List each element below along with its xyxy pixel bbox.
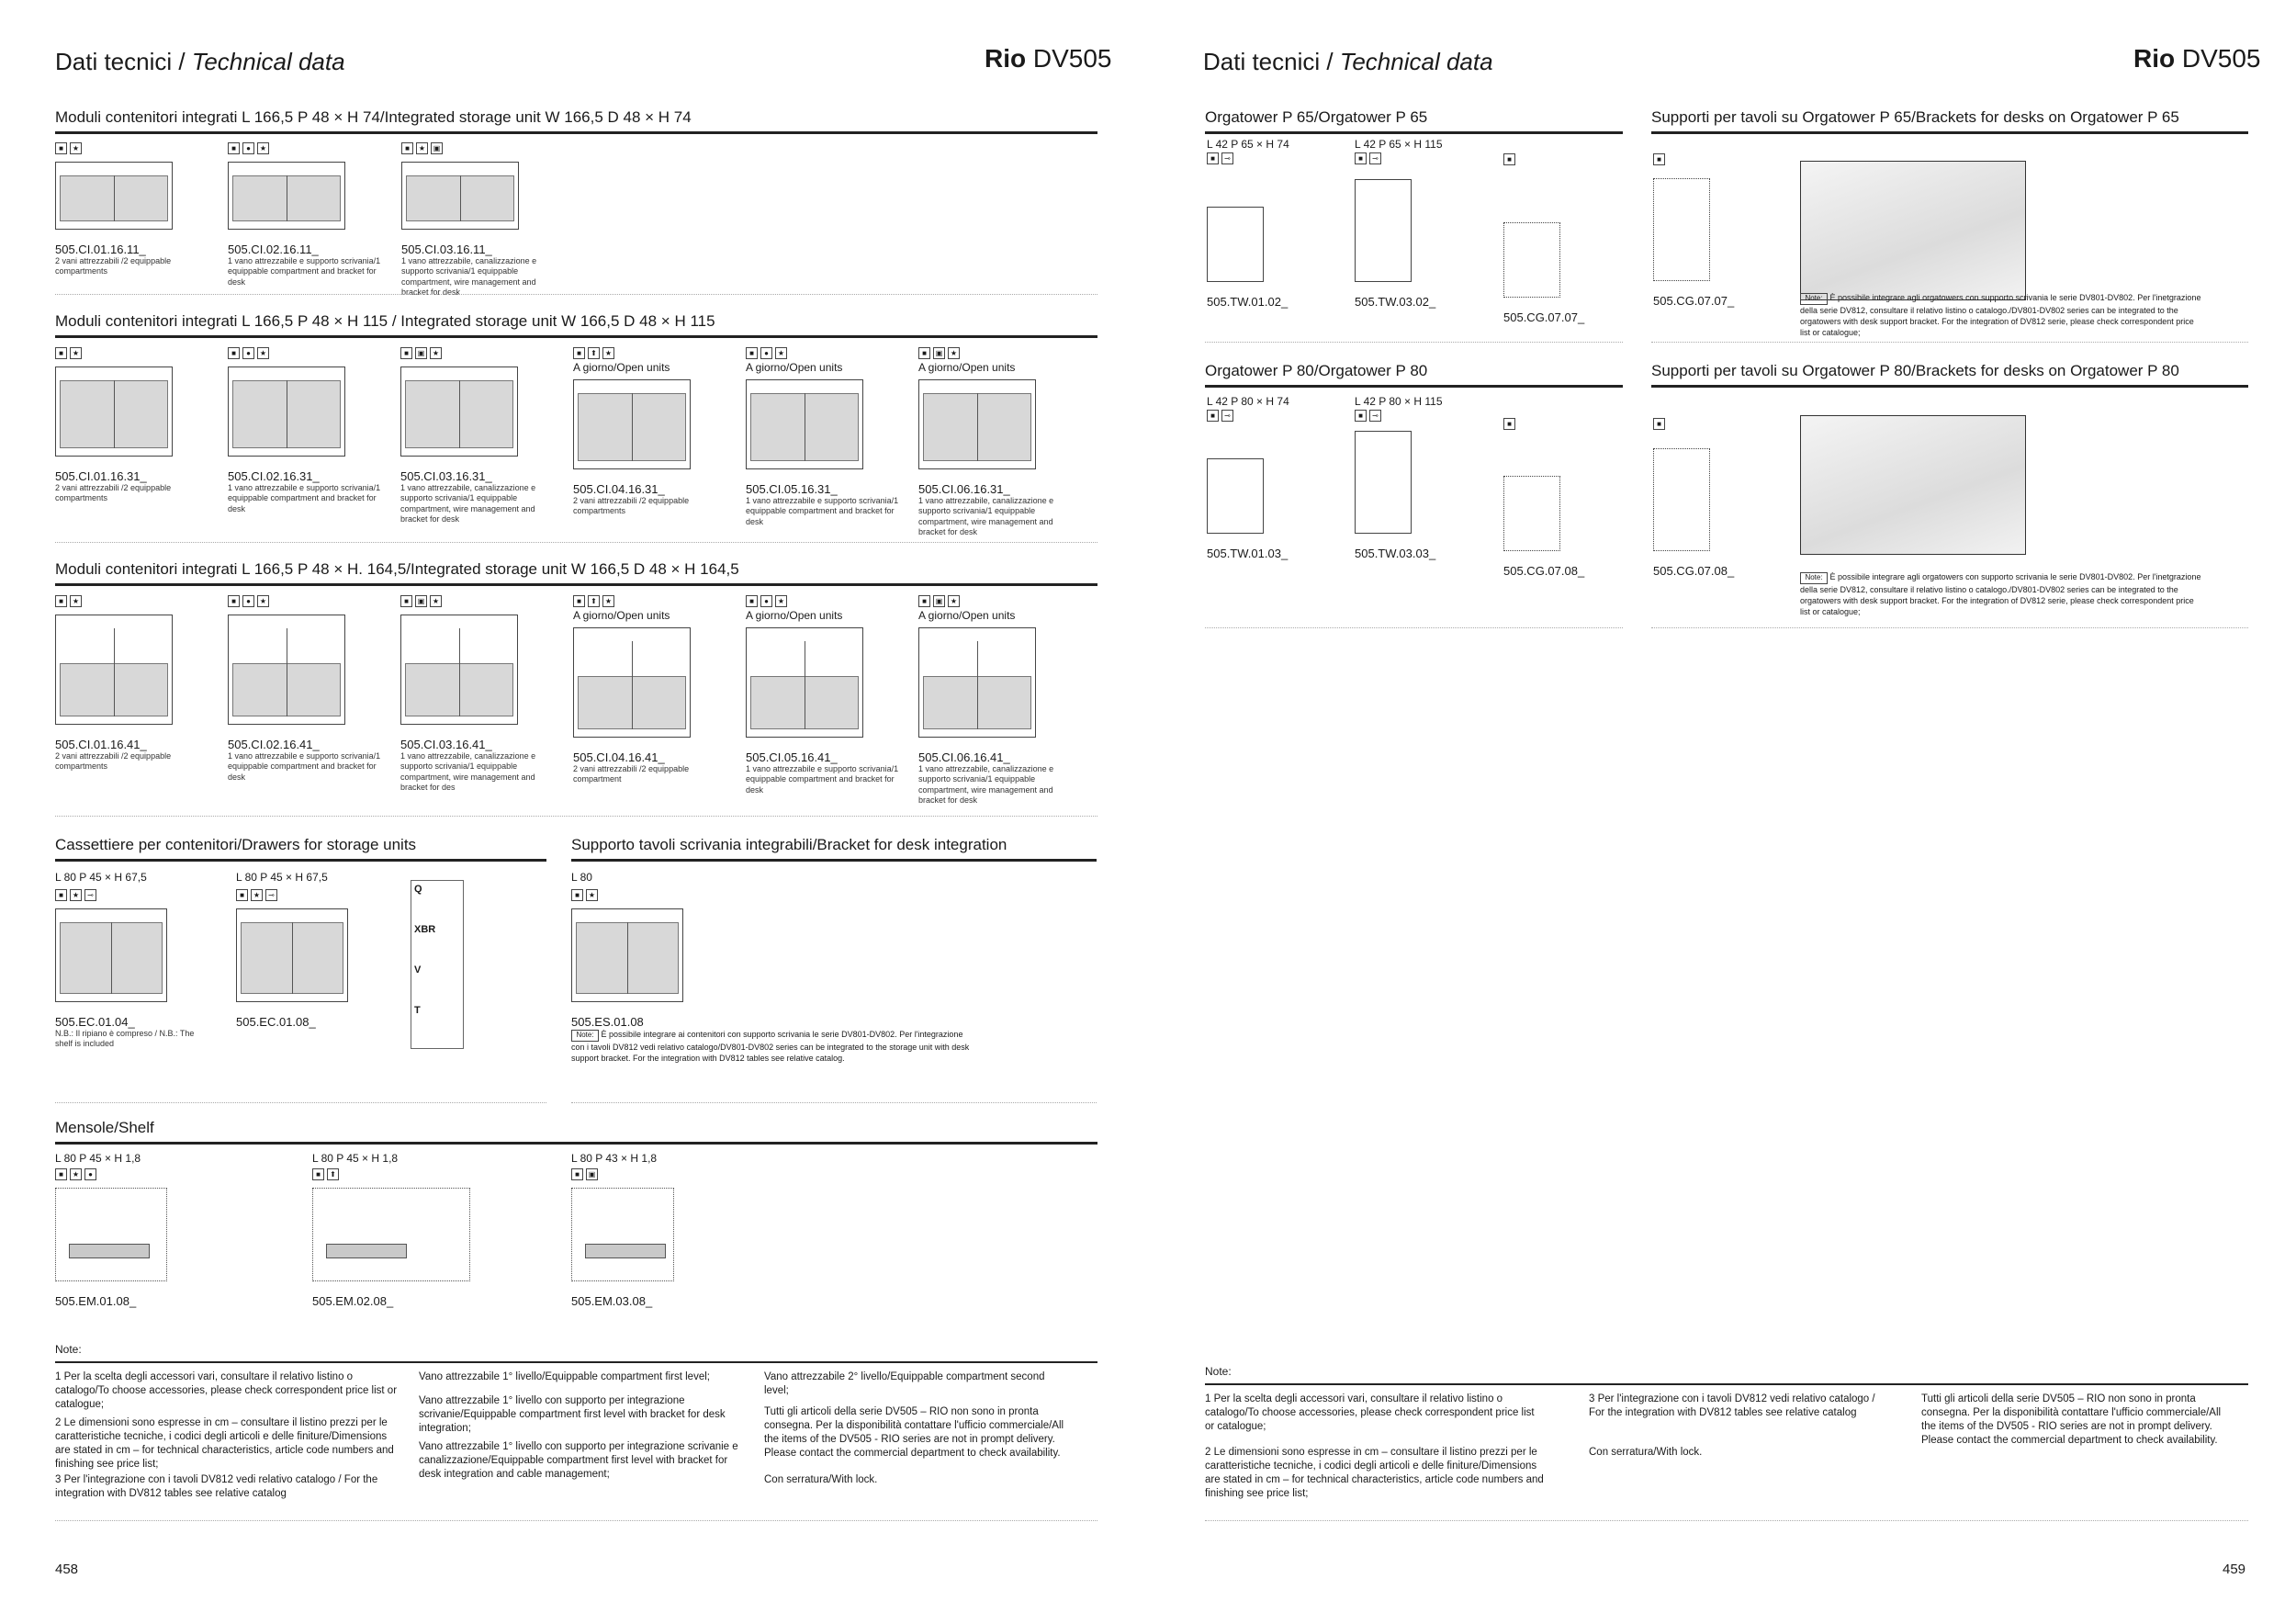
bracket-note-80	[1800, 571, 2204, 617]
feature-icon: ★	[70, 595, 82, 607]
legend-availability: Tutti gli articoli della serie DV505 – RIO non sono in pronta consegna. Per la disponibilità contattare l'ufficio commerciale/All the items of the DV505 - RIO series are not in prompt delivery. Please contact the commercial department to check availability.	[764, 1406, 1064, 1459]
product-item	[228, 142, 384, 288]
product-code: 505.CI.02.16.31_	[228, 469, 320, 483]
note-text: È possibile integrare agli orgatowers con supporto scrivania le serie DV801-DV802. Per l'inetgrazione della serie DV812, consultare il relativo listino o catalogo./DV801-DV802 series can be integrated to the orgatowers with desk support bracket. For the integration of DV812 serie, please check correspondent price list or catalogue;	[1800, 293, 2201, 337]
feature-icons	[55, 595, 211, 607]
dimension-label: L 42 P 80 × H 74	[1207, 395, 1289, 408]
feature-icon: ■	[228, 595, 240, 607]
product-item	[746, 595, 902, 795]
feature-icons	[573, 595, 729, 607]
cabinet-drawing	[573, 627, 691, 738]
legend-lock: Con serratura/With lock.	[764, 1474, 878, 1485]
legend-availability: Tutti gli articoli della serie DV505 – RIO non sono in pronta consegna. Per la disponibilità contattare l'ufficio commerciale/All the items of the DV505 - RIO series are not in prompt delivery. Please contact the commercial department to check availability.	[1921, 1393, 2222, 1446]
product-code: 505.CG.07.08_	[1503, 564, 1585, 578]
notes-rule	[55, 1361, 1097, 1363]
star-icon: ★	[70, 889, 82, 901]
divider	[1205, 627, 1623, 628]
compartment-icon: ■	[1653, 418, 1665, 430]
product-desc: 1 vano attrezzabile e supporto scrivania/1 equippable compartment and bracket for desk	[228, 751, 381, 782]
product-item	[55, 347, 211, 504]
tower-item	[1207, 138, 1289, 309]
notes-label: Note:	[55, 1343, 82, 1356]
feature-icons	[1355, 152, 1443, 164]
product-item	[918, 595, 1075, 806]
section-title-shelf: Mensole/Shelf	[55, 1119, 1097, 1145]
feature-icons	[1653, 153, 1734, 165]
product-code: 505.TW.01.02_	[1207, 295, 1289, 309]
dimension-label: L 42 P 65 × H 74	[1207, 138, 1289, 151]
cabinet-drawing	[573, 379, 691, 469]
cabinet-drawing	[746, 379, 863, 469]
product-code: 505.CI.05.16.31_	[746, 482, 838, 496]
feature-icons	[1207, 152, 1289, 164]
feature-icon: ★	[775, 595, 787, 607]
compartment-icon: ■	[236, 889, 248, 901]
note-2: 2 Le dimensioni sono espresse in cm – consultare il listino prezzi per le caratteristiche tecniche, i codici degli articoli e delle finiture/Dimensions are stated in cm – for technical characteristics, article code numbers and finishing see price list;	[1205, 1447, 1544, 1499]
feature-icons	[55, 142, 211, 154]
feature-icons	[55, 347, 211, 359]
tower-item	[1355, 395, 1443, 560]
feature-icons	[1207, 410, 1289, 422]
compartment-icon: ■	[1503, 418, 1515, 430]
feature-icon: ■	[918, 595, 930, 607]
divider	[1205, 342, 1623, 343]
feature-icon: ★	[775, 347, 787, 359]
divider	[55, 816, 1097, 817]
notes-label: Note:	[1205, 1365, 1232, 1378]
tower-drawing	[1355, 431, 1412, 534]
tower-drawing	[1355, 179, 1412, 282]
feature-icons	[400, 347, 557, 359]
product-item	[228, 347, 384, 514]
open-units-label: A giorno/Open units	[573, 609, 670, 622]
feature-icons	[1503, 153, 1584, 165]
product-desc: 2 vani attrezzabili /2 equippable compartment	[573, 764, 690, 784]
cabinet-drawing	[746, 627, 863, 738]
product-code: 505.EM.01.08_	[55, 1294, 137, 1308]
compartment-icon: ■	[55, 142, 67, 154]
compartment-icon: ■	[571, 1168, 583, 1180]
feature-icons	[571, 889, 975, 901]
feature-icon: ■	[746, 595, 758, 607]
page-number-right: 459	[2223, 1562, 2246, 1577]
brand-model: DV505	[2175, 44, 2261, 73]
bracket-drawing	[1503, 476, 1560, 551]
shelf-item	[55, 1152, 211, 1308]
compartment-icon: ■	[401, 142, 413, 154]
feature-icon: ■	[55, 595, 67, 607]
brand-model: DV505	[1026, 44, 1112, 73]
product-code: 505.EM.02.08_	[312, 1294, 394, 1308]
feature-icons	[1355, 410, 1443, 422]
handle-legend	[411, 880, 464, 1049]
wire-icon: ▣	[431, 142, 443, 154]
drawer-item	[55, 871, 211, 1050]
section-title-h115: Moduli contenitori integrati L 166,5 P 48 × H 115 / Integrated storage unit W 166,5 D 48 × H 115	[55, 312, 1097, 338]
product-code: 505.CI.06.16.31_	[918, 482, 1010, 496]
compartment-icon: ■	[55, 1168, 67, 1180]
dimension-label: L 42 P 80 × H 115	[1355, 395, 1443, 408]
star-icon: ★	[70, 1168, 82, 1180]
bracket-drawing	[1503, 222, 1560, 298]
level-two-icon: ⬆	[327, 1168, 339, 1180]
cabinet-drawing	[918, 379, 1036, 469]
cabinet-drawing	[228, 367, 345, 457]
feature-icons	[746, 595, 902, 607]
section-title-bracket: Supporto tavoli scrivania integrabili/Bracket for desk integration	[571, 836, 1097, 862]
compartment-icon: ■	[228, 142, 240, 154]
product-code: 505.CI.01.16.31_	[55, 469, 147, 483]
note-label: Note:	[571, 1030, 599, 1042]
header-it: Dati tecnici /	[55, 48, 192, 75]
feature-icons	[228, 347, 384, 359]
note-text: È possibile integrare ai contenitori con supporto scrivania le serie DV801-DV802. Per l'integrazione con i tavoli DV812 vedi relativo catalogo/DV801-DV802 series can be integrated to the storage unit with desk support bracket. For the integration with DV812 tables see relative catalog.	[571, 1030, 970, 1063]
feature-icons	[400, 595, 557, 607]
note-label: Note:	[1800, 293, 1828, 305]
handle-xbr: XBR	[414, 924, 436, 935]
lock-icon: ⊸	[84, 889, 96, 901]
cabinet-drawing	[55, 615, 173, 725]
product-code: 505.CG.07.08_	[1653, 564, 1735, 578]
feature-icons	[918, 595, 1075, 607]
product-code: 505.TW.03.03_	[1355, 547, 1436, 560]
feature-icon: ■	[918, 347, 930, 359]
product-code: 505.EC.01.04_	[55, 1015, 135, 1029]
compartment-icon: ■	[1207, 152, 1219, 164]
header-en: Technical data	[191, 48, 345, 75]
shelf-drawing	[312, 1188, 470, 1281]
feature-icon: ★	[257, 347, 269, 359]
divider	[55, 1520, 1097, 1521]
section-title-drawers: Cassettiere per contenitori/Drawers for storage units	[55, 836, 546, 862]
star-icon: ★	[586, 889, 598, 901]
product-code: 505.CG.07.07_	[1653, 294, 1735, 308]
product-code: 505.CI.01.16.11_	[55, 242, 146, 256]
feature-icons	[918, 347, 1075, 359]
open-units-label: A giorno/Open units	[918, 361, 1016, 374]
product-desc: 1 vano attrezzabile e supporto scrivania/1 equippable compartment and bracket for desk	[228, 483, 381, 513]
drawer-item	[236, 871, 392, 1029]
feature-icon: ●	[242, 347, 254, 359]
divider	[1651, 627, 2248, 628]
page-header-right	[1203, 48, 1493, 76]
product-code: 505.ES.01.08	[571, 1015, 644, 1029]
divider	[55, 1102, 546, 1103]
bracket-drawing	[571, 908, 683, 1002]
feature-icon: ■	[573, 595, 585, 607]
cabinet-drawing	[918, 627, 1036, 738]
tower-item	[1207, 395, 1289, 560]
product-item	[918, 347, 1075, 537]
bracket-photo-65	[1800, 161, 2026, 300]
feature-icons	[1653, 418, 1734, 430]
bracket-icon: ●	[242, 142, 254, 154]
section-title-orgatower80: Orgatower P 80/Orgatower P 80	[1205, 362, 1623, 388]
dimension-label: L 80 P 45 × H 1,8	[312, 1152, 399, 1165]
product-code: 505.CI.04.16.31_	[573, 482, 665, 496]
star-icon: ★	[70, 142, 82, 154]
product-item	[573, 595, 729, 785]
product-desc: 1 vano attrezzabile, canalizzazione e supporto scrivania/1 equippable compartment, wire management and bracket for desk	[400, 483, 536, 524]
star-icon: ★	[257, 142, 269, 154]
product-item	[55, 595, 211, 773]
legend-lock: Con serratura/With lock.	[1589, 1447, 1703, 1458]
divider	[1205, 1520, 2248, 1521]
brand-bold: Rio	[2133, 44, 2176, 73]
section-title-orgatower65: Orgatower P 65/Orgatower P 65	[1205, 108, 1623, 134]
feature-icon: ●	[760, 347, 772, 359]
open-units-label: A giorno/Open units	[746, 361, 843, 374]
page-number-left: 458	[55, 1562, 79, 1577]
feature-icons	[55, 889, 211, 901]
note-label: Note:	[1800, 572, 1828, 584]
feature-icons	[746, 347, 902, 359]
tower-drawing	[1653, 448, 1710, 551]
product-desc: 2 vani attrezzabili /2 equippable compartments	[573, 496, 690, 516]
feature-icon: ★	[257, 595, 269, 607]
compartment-icon: ■	[1503, 153, 1515, 165]
note-2: 2 Le dimensioni sono espresse in cm – consultare il listino prezzi per le caratteristiche tecniche, i codici degli articoli e delle finiture/Dimensions are stated in cm – for technical characteristics, article code numbers and finishing see price list;	[55, 1417, 394, 1470]
legend-level1-bracket-cable: Vano attrezzabile 1° livello con supporto per integrazione scrivanie e canalizzazione/Equippable compartment first level with bracket for desk integration and cable management;	[419, 1441, 738, 1480]
divider	[55, 542, 1097, 543]
feature-icon: ■	[573, 347, 585, 359]
product-code: 505.EM.03.08_	[571, 1294, 653, 1308]
feature-icons	[228, 595, 384, 607]
product-item	[400, 347, 557, 524]
tower-item	[1355, 138, 1443, 309]
section-title-h164: Moduli contenitori integrati L 166,5 P 48 × H. 164,5/Integrated storage unit W 166,5 D 48 × H 164,5	[55, 560, 1097, 586]
tower-item	[1503, 153, 1584, 324]
dimension-label: L 42 P 65 × H 115	[1355, 138, 1443, 151]
legend-level1-bracket: Vano attrezzabile 1° livello con supporto per integrazione scrivanie/Equippable compartment first level with bracket for desk integration;	[419, 1395, 726, 1434]
product-item	[228, 595, 384, 783]
cabinet-drawing	[228, 615, 345, 725]
note-3: 3 Per l'integrazione con i tavoli DV812 vedi relativo catalogo / For the integration with DV812 tables see relative catalog	[55, 1474, 378, 1499]
cabinet-drawing	[400, 367, 518, 457]
feature-icon: ■	[746, 347, 758, 359]
feature-icon: ●	[760, 595, 772, 607]
star-icon: ★	[416, 142, 428, 154]
section-title-brackets80: Supporti per tavoli su Orgatower P 80/Brackets for desks on Orgatower P 80	[1651, 362, 2248, 388]
divider	[571, 1102, 1097, 1103]
page-header-left	[55, 48, 345, 76]
feature-icons	[236, 889, 392, 901]
tower-drawing	[1207, 207, 1264, 282]
product-desc: N.B.: Il ripiano è compreso / N.B.: The shelf is included	[55, 1029, 195, 1049]
feature-icon: ●	[242, 595, 254, 607]
product-code: 505.TW.01.03_	[1207, 547, 1289, 560]
brand-left	[985, 44, 1112, 73]
feature-icon: ★	[602, 347, 614, 359]
compartment-icon: ■	[1653, 153, 1665, 165]
product-desc: 2 vani attrezzabili /2 equippable compartments	[55, 751, 172, 772]
tower-item	[1653, 153, 1734, 308]
feature-icon: ★	[430, 347, 442, 359]
product-code: 505.CG.07.07_	[1503, 310, 1585, 324]
feature-icon: ★	[602, 595, 614, 607]
product-desc: 2 vani attrezzabili /2 equippable compartments	[55, 256, 172, 276]
shelf-item	[571, 1152, 727, 1308]
feature-icon: ▣	[933, 347, 945, 359]
wire-icon: ▣	[586, 1168, 598, 1180]
product-desc: 1 vano attrezzabile, canalizzazione e supporto scrivania/1 equippable compartment, wire management and bracket for desk	[918, 764, 1054, 805]
feature-icons	[55, 1168, 211, 1180]
product-item	[400, 595, 557, 793]
feature-icon: ■	[228, 347, 240, 359]
handle-v: V	[414, 964, 422, 976]
dimension-label: L 80 P 45 × H 67,5	[236, 871, 328, 884]
product-code: 505.CI.03.16.41_	[400, 738, 492, 751]
section-title-brackets65: Supporti per tavoli su Orgatower P 65/Brackets for desks on Orgatower P 65	[1651, 108, 2248, 134]
bracket-photo	[1800, 161, 2026, 300]
feature-icons	[571, 1168, 727, 1180]
compartment-icon: ■	[55, 889, 67, 901]
product-code: 505.CI.04.16.41_	[573, 750, 665, 764]
notes-rule	[1205, 1383, 2248, 1385]
cabinet-drawing	[55, 162, 173, 230]
feature-icon: ▣	[415, 347, 427, 359]
tower-drawing	[1207, 458, 1264, 534]
feature-icon: ★	[430, 595, 442, 607]
note-3: 3 Per l'integrazione con i tavoli DV812 vedi relativo catalogo / For the integration with DV812 tables see relative catalog	[1589, 1393, 1875, 1418]
product-code: 505.EC.01.08_	[236, 1015, 316, 1029]
product-code: 505.CI.03.16.11_	[401, 242, 492, 256]
handle-q: Q	[414, 884, 422, 895]
open-units-label: A giorno/Open units	[573, 361, 670, 374]
dimension-label: L 80 P 45 × H 67,5	[55, 871, 147, 884]
compartment-icon: ■	[312, 1168, 324, 1180]
product-code: 505.CI.02.16.41_	[228, 738, 320, 751]
lock-icon: ⊸	[1369, 152, 1381, 164]
lock-icon: ⊸	[1221, 410, 1233, 422]
product-code: 505.CI.05.16.41_	[746, 750, 838, 764]
feature-icon: ★	[70, 347, 82, 359]
compartment-icon: ■	[1355, 410, 1367, 422]
compartment-icon: ■	[571, 889, 583, 901]
tower-item	[1503, 418, 1584, 578]
shelf-drawing	[571, 1188, 674, 1281]
feature-icon: ■	[400, 347, 412, 359]
compartment-icon: ■	[1207, 410, 1219, 422]
cabinet-drawing	[400, 615, 518, 725]
feature-icon: ■	[400, 595, 412, 607]
product-item	[401, 142, 557, 298]
product-code: 505.CI.03.16.31_	[400, 469, 492, 483]
compartment-icon: ■	[1355, 152, 1367, 164]
bracket-note-65	[1800, 292, 2204, 338]
bracket-item	[571, 871, 975, 1064]
dimension-label: L 80	[571, 871, 592, 884]
drawer-drawing	[55, 908, 167, 1002]
drawer-drawing	[236, 908, 348, 1002]
product-desc: 1 vano attrezzabile, canalizzazione e supporto scrivania/1 equippable compartment, wire management and bracket for des	[400, 751, 536, 792]
product-desc: 2 vani attrezzabili /2 equippable compartments	[55, 483, 172, 503]
open-units-label: A giorno/Open units	[746, 609, 843, 622]
cabinet-drawing	[228, 162, 345, 230]
feature-icons	[1503, 418, 1584, 430]
lock-icon: ⊸	[1369, 410, 1381, 422]
divider	[55, 294, 1097, 295]
note-1: 1 Per la scelta degli accessori vari, consultare il relativo listino o catalogo/To choose accessories, please check correspondent price list or catalogue;	[55, 1371, 398, 1410]
product-desc: 1 vano attrezzabile, canalizzazione e supporto scrivania/1 equippable compartment, wire management and bracket for desk	[918, 496, 1054, 536]
brand-right	[2133, 44, 2261, 73]
feature-icons	[228, 142, 384, 154]
cabinet-drawing	[401, 162, 519, 230]
header-en: Technical data	[1339, 48, 1493, 75]
product-code: 505.CI.02.16.11_	[228, 242, 319, 256]
shelf-item	[312, 1152, 468, 1308]
product-desc: 1 vano attrezzabile e supporto scrivania/1 equippable compartment and bracket for desk	[228, 256, 381, 287]
lock-icon: ⊸	[1221, 152, 1233, 164]
note-1: 1 Per la scelta degli accessori vari, consultare il relativo listino o catalogo/To choose accessories, please check correspondent price list or catalogue;	[1205, 1393, 1535, 1432]
note-text: È possibile integrare agli orgatowers con supporto scrivania le serie DV801-DV802. Per l'inetgrazione della serie DV812, consultare il relativo listino o catalogo./DV801-DV802 series can be integrated to the orgatowers with desk support bracket. For the integration of DV812 serie, please check correspondent price list or catalogue;	[1800, 572, 2201, 616]
tower-item	[1653, 418, 1734, 578]
dimension-label: L 80 P 43 × H 1,8	[571, 1152, 658, 1165]
star-icon: ★	[251, 889, 263, 901]
bracket-photo	[1800, 415, 2026, 555]
legend-level2: Vano attrezzabile 2° livello/Equippable compartment second level;	[764, 1371, 1045, 1396]
lock-icon: ⊸	[265, 889, 277, 901]
product-item	[746, 347, 902, 527]
feature-icon: ⬆	[588, 347, 600, 359]
handle-t: T	[414, 1005, 421, 1016]
product-item	[55, 142, 211, 277]
open-units-label: A giorno/Open units	[918, 609, 1016, 622]
feature-icon: ■	[55, 347, 67, 359]
feature-icon: ▣	[933, 595, 945, 607]
shelf-drawing	[55, 1188, 167, 1281]
feature-icons	[312, 1168, 468, 1180]
product-desc: 1 vano attrezzabile e supporto scrivania/1 equippable compartment and bracket for desk	[746, 764, 899, 795]
bracket-photo-80	[1800, 415, 2026, 555]
product-desc: 1 vano attrezzabile e supporto scrivania/1 equippable compartment and bracket for desk	[746, 496, 899, 526]
divider	[1651, 342, 2248, 343]
section-title-h74: Moduli contenitori integrati L 166,5 P 48 × H 74/Integrated storage unit W 166,5 D 48 × H 74	[55, 108, 1097, 134]
legend-level1: Vano attrezzabile 1° livello/Equippable compartment first level;	[419, 1371, 710, 1382]
dimension-label: L 80 P 45 × H 1,8	[55, 1152, 141, 1165]
feature-icons	[573, 347, 729, 359]
product-code: 505.CI.06.16.41_	[918, 750, 1010, 764]
product-desc: 1 vano attrezzabile, canalizzazione e supporto scrivania/1 equippable compartment, wire management and bracket for desk	[401, 256, 537, 297]
bracket-note	[571, 1029, 975, 1064]
feature-icon: ▣	[415, 595, 427, 607]
product-code: 505.TW.03.02_	[1355, 295, 1436, 309]
brand-bold: Rio	[985, 44, 1027, 73]
product-code: 505.CI.01.16.41_	[55, 738, 147, 751]
tower-drawing	[1653, 178, 1710, 281]
product-item	[573, 347, 729, 517]
bracket-icon: ●	[84, 1168, 96, 1180]
feature-icons	[401, 142, 557, 154]
feature-icon: ⬆	[588, 595, 600, 607]
cabinet-drawing	[55, 367, 173, 457]
header-it: Dati tecnici /	[1203, 48, 1340, 75]
feature-icon: ★	[948, 347, 960, 359]
feature-icon: ★	[948, 595, 960, 607]
